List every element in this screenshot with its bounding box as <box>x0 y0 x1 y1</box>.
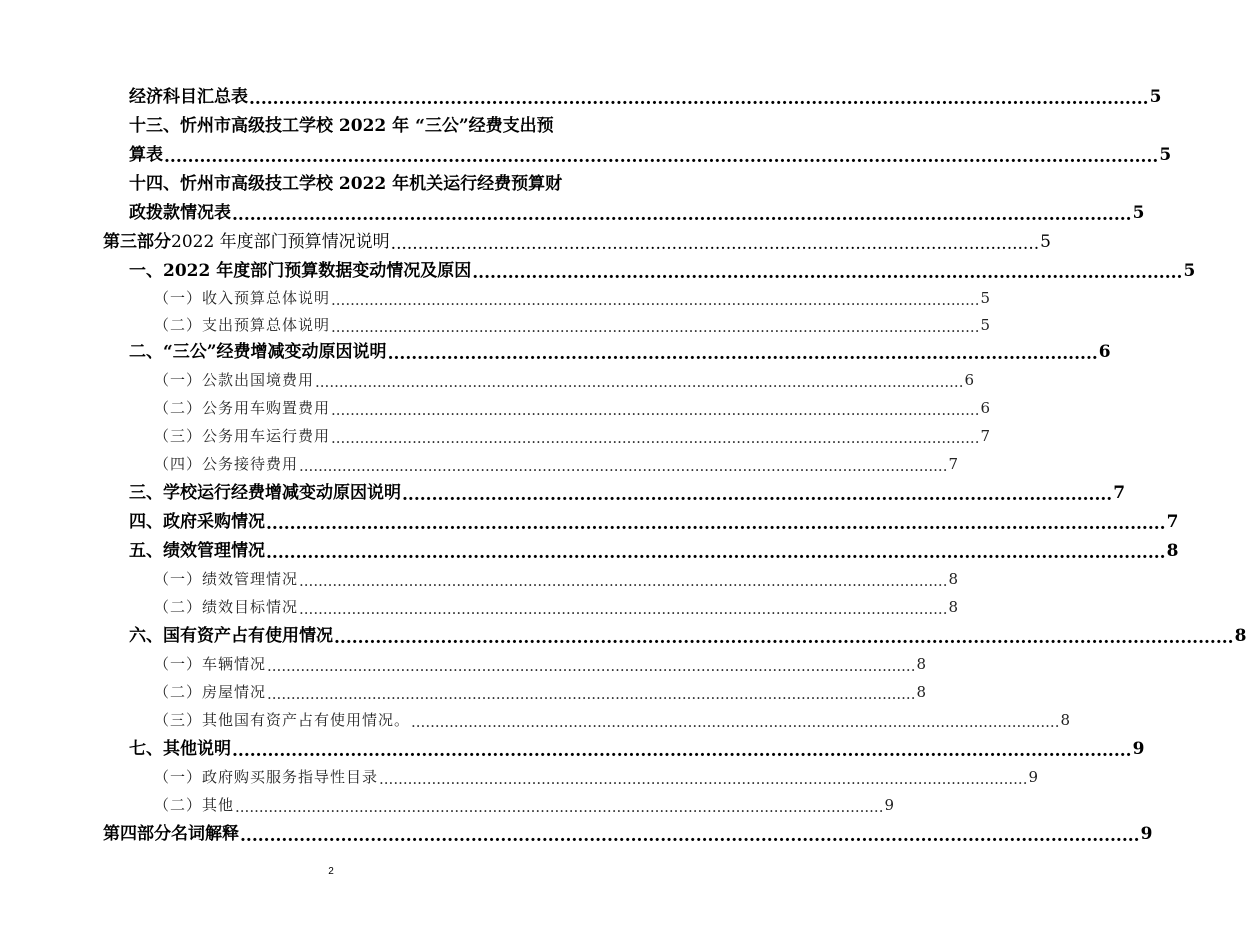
leader-dots: ........................................................................................................................................................ <box>334 628 1234 648</box>
leader-dots: ........................................................................................................................................ <box>331 429 980 447</box>
toc-subentry[interactable]: （一）收入预算总体说明 ........................................................................................................................................ 5 <box>154 289 991 309</box>
toc-entry[interactable]: 一、2022 年度部门预算数据变动情况及原因 ........................................................................................................................ 5 <box>129 261 1196 283</box>
toc-entry[interactable]: 三、学校运行经费增减变动原因说明 ........................................................................................................................ 7 <box>129 483 1126 505</box>
toc-entry[interactable]: 五、绩效管理情况 ........................................................................................................................................................ 8 <box>129 541 1179 563</box>
toc-subentry[interactable]: （二）公务用车购置费用 ........................................................................................................................................ 6 <box>154 399 991 419</box>
leader-dots: ........................................................................................................................................ <box>267 685 916 703</box>
toc-entry[interactable]: 十三、忻州市高级技工学校 2022 年 “三公”经费支出预 <box>129 116 554 136</box>
leader-dots: ........................................................................................................................................ <box>411 713 1060 731</box>
leader-dots: ........................................................................................................................ <box>472 263 1183 283</box>
leader-dots: ........................................................................................................................................ <box>235 798 884 816</box>
toc-subentry[interactable]: （二）绩效目标情况 ........................................................................................................................................ 8 <box>154 598 959 618</box>
leader-dots: ........................................................................................................................................................ <box>232 205 1132 225</box>
leader-dots: ........................................................................................................................ <box>402 485 1113 505</box>
toc-subentry[interactable]: （三）公务用车运行费用 ........................................................................................................................................ 7 <box>154 427 991 447</box>
leader-dots: ........................................................................................................................ <box>387 344 1098 364</box>
toc-entry[interactable]: 算表 ........................................................................................................................................................................ 5 <box>129 145 1172 167</box>
toc-subentry[interactable]: （二）其他 ........................................................................................................................................ 9 <box>154 796 895 816</box>
part-label: 第四部分 <box>103 824 171 844</box>
leader-dots: ........................................................................................................................................................ <box>249 89 1149 109</box>
leader-dots: ........................................................................................................................................ <box>331 401 980 419</box>
toc-entry[interactable]: 二、“三公”经费增减变动原因说明 ........................................................................................................................ 6 <box>129 342 1111 364</box>
leader-dots: ........................................................................................................................................ <box>379 770 1028 788</box>
toc-subentry[interactable]: （三）其他国有资产占有使用情况。 ........................................................................................................................................ 8 <box>154 711 1071 731</box>
leader-dots: ........................................................................................................................................................ <box>266 514 1166 534</box>
part-label: 第三部分 <box>103 232 171 252</box>
leader-dots: ........................................................................................................................................ <box>331 318 980 336</box>
leader-dots: ........................................................................................................................................................ <box>232 741 1132 761</box>
leader-dots: ........................................................................................................................................ <box>315 373 964 391</box>
toc-entry[interactable]: 十四、忻州市高级技工学校 2022 年机关运行经费预算财 <box>129 174 563 194</box>
toc-entry[interactable]: 七、其他说明 ........................................................................................................................................................ 9 <box>129 739 1145 761</box>
leader-dots: ........................................................................................................................................ <box>299 457 948 475</box>
toc-subentry[interactable]: （一）车辆情况 ........................................................................................................................................ 8 <box>154 655 927 675</box>
toc-subentry[interactable]: （一）绩效管理情况 ........................................................................................................................................ 8 <box>154 570 959 590</box>
leader-dots: ........................................................................................................................................ <box>299 572 948 590</box>
leader-dots: ........................................................................................................................................................ <box>240 826 1140 846</box>
toc-entry[interactable]: 四、政府采购情况 ........................................................................................................................................................ 7 <box>129 512 1179 534</box>
toc-subentry[interactable]: （二）支出预算总体说明 ........................................................................................................................................ 5 <box>154 316 991 336</box>
leader-dots: ........................................................................................................................ <box>390 234 1040 254</box>
toc-subentry[interactable]: （一）政府购买服务指导性目录 ........................................................................................................................................ 9 <box>154 768 1039 788</box>
toc-entry[interactable]: 政拨款情况表 ........................................................................................................................................................ 5 <box>129 203 1145 225</box>
toc-subentry[interactable]: （一）公款出国境费用 ........................................................................................................................................ 6 <box>154 371 975 391</box>
toc-part-entry[interactable]: 第四部分 名词解释 ........................................................................................................................................................ 9 <box>103 824 1153 846</box>
toc-subentry[interactable]: （二）房屋情况 ........................................................................................................................................ 8 <box>154 683 927 703</box>
leader-dots: ........................................................................................................................................ <box>299 600 948 618</box>
toc-part-entry[interactable]: 第三部分 2022 年度部门预算情况说明 ........................................................................................................................ 5 <box>103 232 1051 254</box>
leader-dots: ........................................................................................................................................................................ <box>164 147 1159 167</box>
leader-dots: ........................................................................................................................................ <box>331 291 980 309</box>
toc-entry[interactable]: 六、国有资产占有使用情况 ........................................................................................................................................................ 8 <box>129 626 1246 648</box>
toc-subentry[interactable]: （四）公务接待费用 ........................................................................................................................................ 7 <box>154 455 959 475</box>
leader-dots: ........................................................................................................................................................ <box>266 543 1166 563</box>
toc-entry[interactable]: 经济科目汇总表 ........................................................................................................................................................ 5 <box>129 87 1162 109</box>
leader-dots: ........................................................................................................................................ <box>267 657 916 675</box>
page-number: 2 <box>328 866 334 877</box>
